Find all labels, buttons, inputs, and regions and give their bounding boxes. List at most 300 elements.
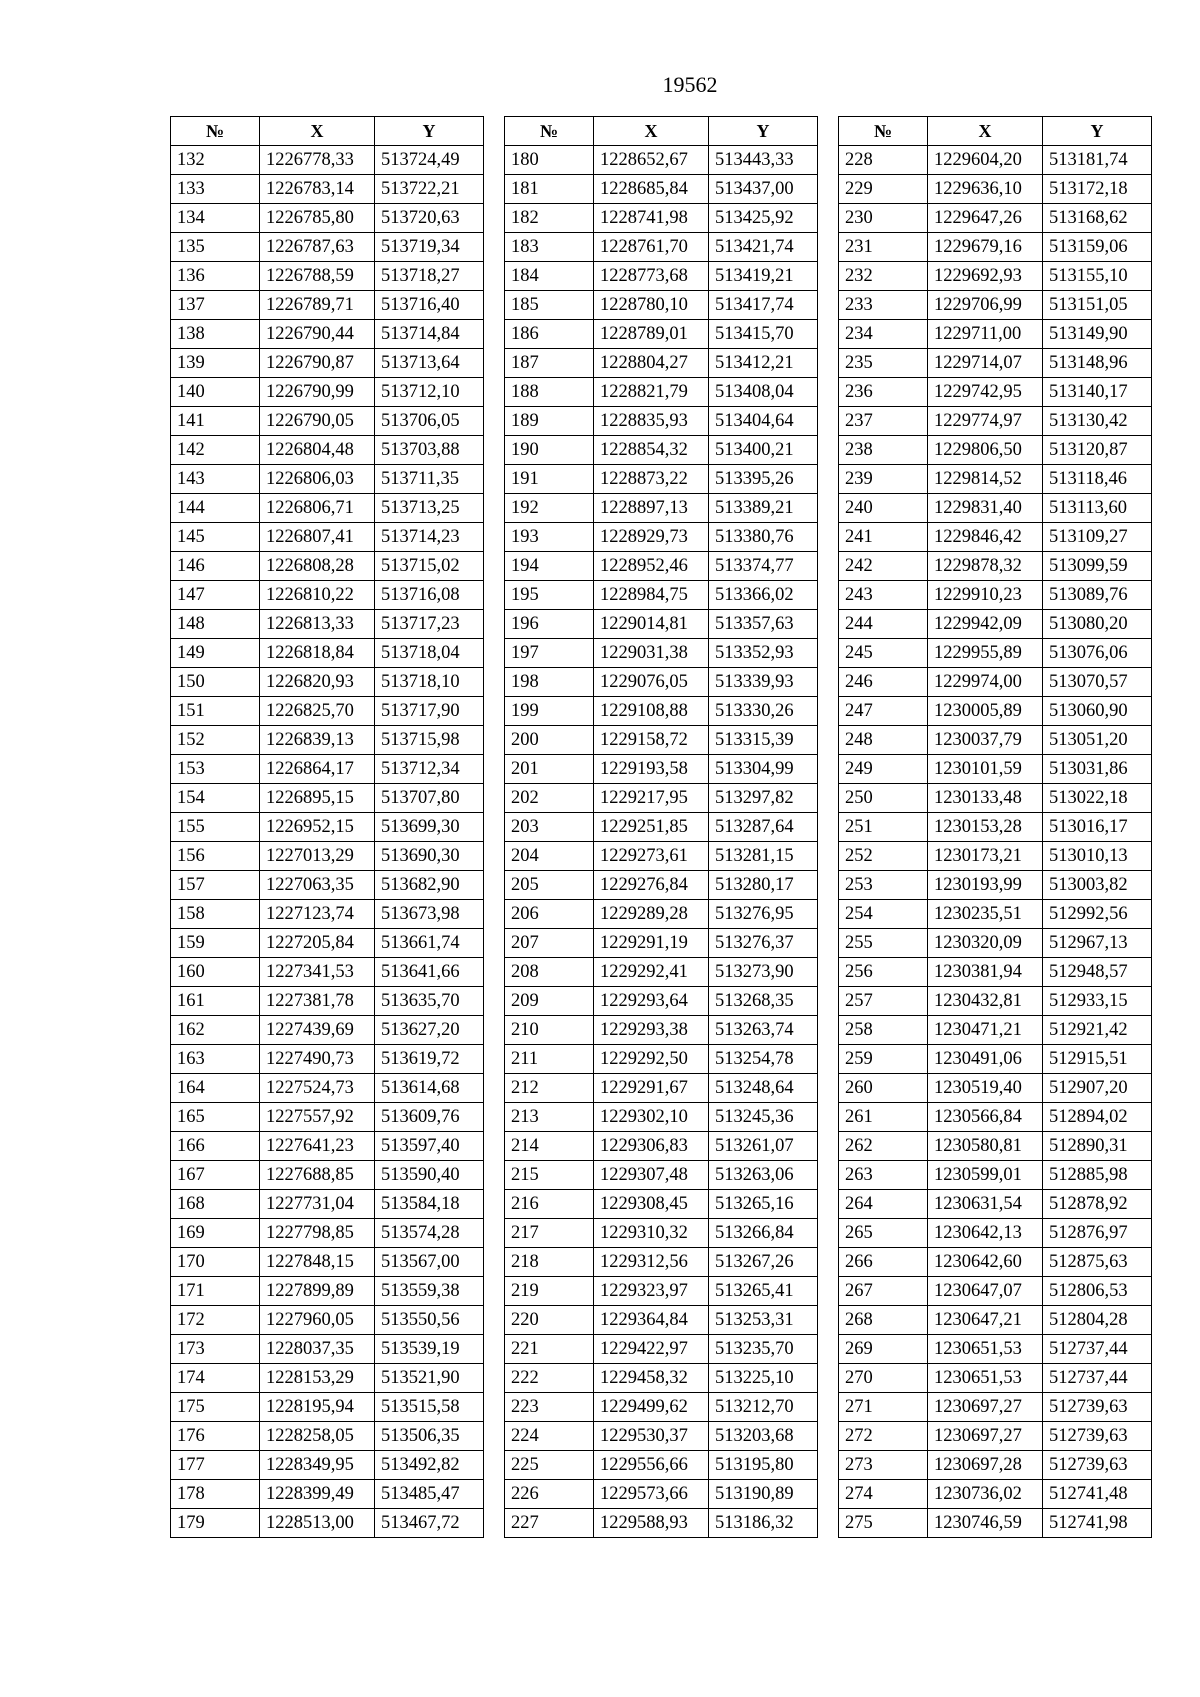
cell-x: 1228513,00 [260,1509,375,1538]
cell-number: 258 [839,1016,928,1045]
table-row [505,465,818,494]
cell-y: 513720,63 [375,204,484,233]
cell-number: 149 [171,639,260,668]
table-row [839,1045,1152,1074]
table-row [171,900,484,929]
cell-number: 217 [505,1219,594,1248]
table-row [839,1016,1152,1045]
table-row [171,784,484,813]
cell-x: 1229573,66 [594,1480,709,1509]
cell-y: 513717,23 [375,610,484,639]
table-row [839,755,1152,784]
cell-number: 204 [505,842,594,871]
table-row [839,175,1152,204]
cell-number: 225 [505,1451,594,1480]
cell-number: 156 [171,842,260,871]
cell-y: 513706,05 [375,407,484,436]
cell-y: 513437,00 [709,175,818,204]
cell-x: 1226807,41 [260,523,375,552]
table-row [839,1364,1152,1393]
cell-x: 1230580,81 [928,1132,1043,1161]
cell-x: 1227063,35 [260,871,375,900]
cell-number: 271 [839,1393,928,1422]
cell-x: 1227848,15 [260,1248,375,1277]
table-row [171,175,484,204]
cell-y: 513203,68 [709,1422,818,1451]
cell-number: 144 [171,494,260,523]
cell-x: 1229193,58 [594,755,709,784]
cell-y: 513389,21 [709,494,818,523]
table-row [839,1422,1152,1451]
cell-y: 513443,33 [709,146,818,175]
table-header-row [171,117,484,146]
table-row [171,291,484,320]
cell-y: 513400,21 [709,436,818,465]
cell-x: 1227960,05 [260,1306,375,1335]
table-body [505,146,818,1538]
cell-x: 1227381,78 [260,987,375,1016]
cell-x: 1226895,15 [260,784,375,813]
cell-number: 242 [839,552,928,581]
cell-x: 1230491,06 [928,1045,1043,1074]
table-row [171,1103,484,1132]
cell-y: 512741,48 [1043,1480,1152,1509]
table-row [839,639,1152,668]
cell-number: 235 [839,349,928,378]
cell-number: 197 [505,639,594,668]
cell-number: 184 [505,262,594,291]
table-row [505,1306,818,1335]
table-row [505,262,818,291]
table-row [839,1103,1152,1132]
cell-x: 1230647,07 [928,1277,1043,1306]
cell-y: 512741,98 [1043,1509,1152,1538]
cell-number: 221 [505,1335,594,1364]
cell-number: 234 [839,320,928,349]
cell-x: 1230642,13 [928,1219,1043,1248]
cell-x: 1227490,73 [260,1045,375,1074]
cell-x: 1229306,83 [594,1132,709,1161]
cell-y: 513330,26 [709,697,818,726]
table-row [171,1335,484,1364]
cell-x: 1229307,48 [594,1161,709,1190]
table-row [505,1480,818,1509]
cell-x: 1226952,15 [260,813,375,842]
cell-number: 262 [839,1132,928,1161]
cell-x: 1226818,84 [260,639,375,668]
cell-x: 1226790,99 [260,378,375,407]
cell-x: 1229806,50 [928,436,1043,465]
cell-x: 1229076,05 [594,668,709,697]
table-row [171,697,484,726]
coordinate-table [838,116,1152,1538]
table-row [171,1190,484,1219]
cell-x: 1229251,85 [594,813,709,842]
cell-number: 246 [839,668,928,697]
table-row [839,436,1152,465]
cell-y: 513716,40 [375,291,484,320]
table-row [839,320,1152,349]
cell-y: 513719,34 [375,233,484,262]
cell-number: 220 [505,1306,594,1335]
table-row [171,668,484,697]
cell-y: 513716,08 [375,581,484,610]
cell-number: 211 [505,1045,594,1074]
header-x: X [260,117,375,146]
cell-x: 1226787,63 [260,233,375,262]
cell-x: 1226790,05 [260,407,375,436]
cell-number: 253 [839,871,928,900]
cell-y: 513712,34 [375,755,484,784]
cell-y: 513120,87 [1043,436,1152,465]
table-row [839,1480,1152,1509]
cell-x: 1226813,33 [260,610,375,639]
table-row [171,1422,484,1451]
cell-x: 1229636,10 [928,175,1043,204]
cell-x: 1230432,81 [928,987,1043,1016]
cell-y: 513076,06 [1043,639,1152,668]
cell-x: 1226790,44 [260,320,375,349]
cell-x: 1228741,98 [594,204,709,233]
cell-y: 512933,15 [1043,987,1152,1016]
cell-y: 513718,27 [375,262,484,291]
table-row [839,1306,1152,1335]
cell-y: 513181,74 [1043,146,1152,175]
table-row [839,958,1152,987]
coordinate-table [170,116,484,1538]
cell-x: 1228804,27 [594,349,709,378]
table-row [505,813,818,842]
cell-y: 513261,07 [709,1132,818,1161]
cell-x: 1229292,41 [594,958,709,987]
table-row [171,1248,484,1277]
table-row [171,1509,484,1538]
cell-x: 1229291,19 [594,929,709,958]
cell-y: 513614,68 [375,1074,484,1103]
cell-x: 1226778,33 [260,146,375,175]
cell-y: 513404,64 [709,407,818,436]
table-row [171,1451,484,1480]
table-row [171,465,484,494]
cell-y: 513235,70 [709,1335,818,1364]
cell-number: 150 [171,668,260,697]
cell-x: 1229714,07 [928,349,1043,378]
cell-x: 1230631,54 [928,1190,1043,1219]
cell-y: 513225,10 [709,1364,818,1393]
cell-y: 513690,30 [375,842,484,871]
cell-x: 1229910,23 [928,581,1043,610]
cell-number: 186 [505,320,594,349]
cell-y: 513722,21 [375,175,484,204]
table-row [171,436,484,465]
cell-x: 1228835,93 [594,407,709,436]
cell-y: 513619,72 [375,1045,484,1074]
cell-x: 1226839,13 [260,726,375,755]
table-row [839,1161,1152,1190]
cell-y: 513412,21 [709,349,818,378]
cell-x: 1227798,85 [260,1219,375,1248]
cell-number: 190 [505,436,594,465]
cell-number: 168 [171,1190,260,1219]
cell-y: 512739,63 [1043,1451,1152,1480]
table-row [171,1161,484,1190]
cell-number: 243 [839,581,928,610]
table-row [171,813,484,842]
cell-number: 237 [839,407,928,436]
cell-x: 1229974,00 [928,668,1043,697]
cell-number: 194 [505,552,594,581]
table-row [171,1393,484,1422]
cell-number: 239 [839,465,928,494]
page-number: 19562 [662,72,718,97]
table-row [171,523,484,552]
table-row [505,581,818,610]
cell-y: 513707,80 [375,784,484,813]
cell-y: 513281,15 [709,842,818,871]
cell-y: 513699,30 [375,813,484,842]
cell-x: 1227524,73 [260,1074,375,1103]
table-row [839,523,1152,552]
table-row [839,871,1152,900]
table-row [505,1509,818,1538]
cell-x: 1230642,60 [928,1248,1043,1277]
cell-x: 1228399,49 [260,1480,375,1509]
cell-y: 513280,17 [709,871,818,900]
table-row [839,697,1152,726]
cell-y: 513425,92 [709,204,818,233]
cell-number: 185 [505,291,594,320]
table-row [839,291,1152,320]
cell-number: 143 [171,465,260,494]
cell-number: 191 [505,465,594,494]
cell-x: 1228195,94 [260,1393,375,1422]
cell-y: 513267,26 [709,1248,818,1277]
table-row [839,1335,1152,1364]
cell-number: 180 [505,146,594,175]
cell-number: 231 [839,233,928,262]
cell-x: 1226783,14 [260,175,375,204]
cell-y: 513254,78 [709,1045,818,1074]
cell-number: 189 [505,407,594,436]
cell-x: 1227899,89 [260,1277,375,1306]
cell-number: 172 [171,1306,260,1335]
cell-y: 513113,60 [1043,494,1152,523]
cell-number: 213 [505,1103,594,1132]
cell-number: 203 [505,813,594,842]
cell-number: 155 [171,813,260,842]
cell-number: 240 [839,494,928,523]
header-y: Y [1043,117,1152,146]
table-row [505,349,818,378]
cell-number: 201 [505,755,594,784]
cell-y: 512890,31 [1043,1132,1152,1161]
cell-y: 512948,57 [1043,958,1152,987]
cell-number: 263 [839,1161,928,1190]
cell-y: 513711,35 [375,465,484,494]
cell-y: 513673,98 [375,900,484,929]
cell-number: 200 [505,726,594,755]
cell-y: 512804,28 [1043,1306,1152,1335]
table-row [505,1393,818,1422]
cell-number: 206 [505,900,594,929]
cell-x: 1228821,79 [594,378,709,407]
cell-number: 147 [171,581,260,610]
table-row [839,407,1152,436]
table-row [505,871,818,900]
cell-y: 513366,02 [709,581,818,610]
cell-x: 1230519,40 [928,1074,1043,1103]
table-row [171,233,484,262]
cell-y: 513265,41 [709,1277,818,1306]
cell-number: 182 [505,204,594,233]
cell-x: 1226790,87 [260,349,375,378]
table-row [839,900,1152,929]
table-row [839,552,1152,581]
cell-x: 1226788,59 [260,262,375,291]
cell-y: 512967,13 [1043,929,1152,958]
cell-number: 223 [505,1393,594,1422]
cell-y: 513714,23 [375,523,484,552]
table-row [171,958,484,987]
cell-number: 229 [839,175,928,204]
cell-number: 139 [171,349,260,378]
table-row [505,552,818,581]
table-row [505,929,818,958]
cell-x: 1227123,74 [260,900,375,929]
cell-number: 265 [839,1219,928,1248]
cell-number: 161 [171,987,260,1016]
table-row [839,610,1152,639]
cell-x: 1229217,95 [594,784,709,813]
table-row [839,378,1152,407]
cell-number: 171 [171,1277,260,1306]
cell-number: 241 [839,523,928,552]
cell-x: 1230697,27 [928,1393,1043,1422]
cell-x: 1228685,84 [594,175,709,204]
cell-number: 198 [505,668,594,697]
cell-x: 1227688,85 [260,1161,375,1190]
table-row [505,726,818,755]
table-row [171,1364,484,1393]
cell-number: 193 [505,523,594,552]
cell-y: 513253,31 [709,1306,818,1335]
cell-number: 228 [839,146,928,175]
cell-x: 1229293,38 [594,1016,709,1045]
table-row [839,813,1152,842]
cell-number: 207 [505,929,594,958]
cell-y: 513627,20 [375,1016,484,1045]
table-row [505,1335,818,1364]
cell-x: 1230193,99 [928,871,1043,900]
cell-x: 1227557,92 [260,1103,375,1132]
cell-number: 202 [505,784,594,813]
cell-x: 1230153,28 [928,813,1043,842]
cell-y: 513010,13 [1043,842,1152,871]
table-row [505,1451,818,1480]
cell-y: 513415,70 [709,320,818,349]
cell-number: 251 [839,813,928,842]
cell-x: 1227205,84 [260,929,375,958]
cell-y: 513155,10 [1043,262,1152,291]
cell-number: 162 [171,1016,260,1045]
table-row [171,407,484,436]
table-row [505,291,818,320]
cell-y: 513357,63 [709,610,818,639]
cell-number: 232 [839,262,928,291]
cell-y: 513492,82 [375,1451,484,1480]
table-row [171,1074,484,1103]
cell-number: 247 [839,697,928,726]
cell-y: 512885,98 [1043,1161,1152,1190]
cell-y: 513263,06 [709,1161,818,1190]
table-row [839,1248,1152,1277]
table-row [171,987,484,1016]
table-body [171,146,484,1538]
table-row [505,146,818,175]
cell-x: 1229422,97 [594,1335,709,1364]
table-row [505,668,818,697]
cell-number: 224 [505,1422,594,1451]
cell-number: 267 [839,1277,928,1306]
cell-x: 1230005,89 [928,697,1043,726]
cell-x: 1229955,89 [928,639,1043,668]
cell-x: 1227341,53 [260,958,375,987]
cell-number: 165 [171,1103,260,1132]
cell-x: 1227013,29 [260,842,375,871]
cell-number: 167 [171,1161,260,1190]
table-row [505,1422,818,1451]
cell-number: 175 [171,1393,260,1422]
cell-x: 1226789,71 [260,291,375,320]
table-row [505,784,818,813]
cell-y: 513559,38 [375,1277,484,1306]
cell-y: 512894,02 [1043,1103,1152,1132]
cell-x: 1229031,38 [594,639,709,668]
cell-number: 272 [839,1422,928,1451]
cell-number: 195 [505,581,594,610]
cell-x: 1229846,42 [928,523,1043,552]
cell-y: 513186,32 [709,1509,818,1538]
cell-y: 513080,20 [1043,610,1152,639]
cell-x: 1228929,73 [594,523,709,552]
cell-x: 1226806,03 [260,465,375,494]
cell-number: 135 [171,233,260,262]
table-row [505,233,818,262]
table-row [505,320,818,349]
cell-number: 245 [839,639,928,668]
cell-x: 1229742,95 [928,378,1043,407]
cell-x: 1230133,48 [928,784,1043,813]
cell-number: 216 [505,1190,594,1219]
cell-y: 513550,56 [375,1306,484,1335]
cell-y: 512992,56 [1043,900,1152,929]
cell-x: 1230647,21 [928,1306,1043,1335]
cell-x: 1229014,81 [594,610,709,639]
table-row [839,668,1152,697]
cell-number: 250 [839,784,928,813]
table-row [505,842,818,871]
cell-number: 159 [171,929,260,958]
cell-number: 145 [171,523,260,552]
cell-x: 1229679,16 [928,233,1043,262]
cell-x: 1229530,37 [594,1422,709,1451]
cell-x: 1230037,79 [928,726,1043,755]
cell-y: 513315,39 [709,726,818,755]
cell-x: 1230320,09 [928,929,1043,958]
cell-y: 513276,95 [709,900,818,929]
cell-y: 513245,36 [709,1103,818,1132]
cell-number: 134 [171,204,260,233]
